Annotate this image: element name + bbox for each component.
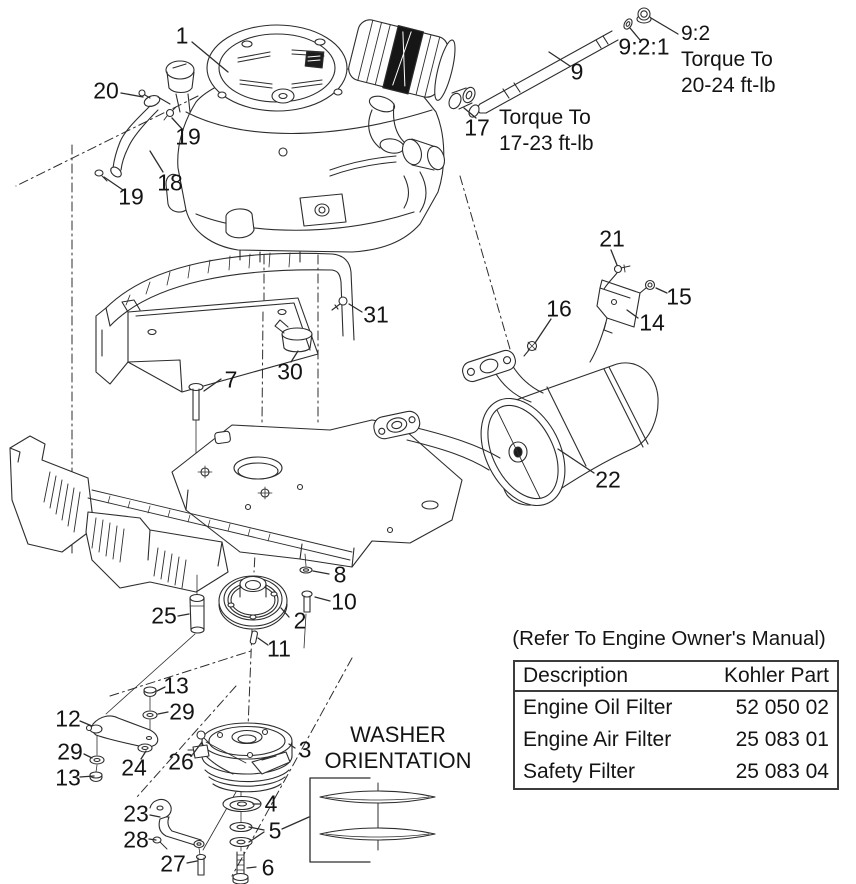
callout-16: 16 [546,295,572,322]
callout-7: 7 [224,366,238,393]
callout-22: 22 [595,466,621,493]
washer-orientation-line2: ORIENTATION [324,748,472,773]
part-number: 25 083 04 [735,760,829,783]
engine-illustration [166,16,459,262]
torque-note-1 [681,21,776,99]
callout-31: 31 [363,301,389,328]
callout-13: 13 [55,764,81,791]
callout-28: 28 [123,826,149,853]
callout-19: 19 [118,183,144,210]
torque-note-2 [499,105,594,157]
callout-14: 14 [639,309,665,336]
kohler-parts-table [513,660,839,790]
part-description: Engine Air Filter [523,728,672,751]
hose-18-illustration [95,90,176,181]
part-description: Engine Oil Filter [523,696,673,719]
callout-1: 1 [175,22,189,49]
callout-21: 21 [599,225,625,252]
callout-15: 15 [666,283,692,310]
washer-orientation-line1: WASHER [350,722,446,747]
callout-17: 17 [464,114,490,141]
washer-orientation-illustration [310,778,435,862]
callout-26: 26 [168,748,194,775]
callout-29: 29 [57,738,83,765]
screw-31-illustration [332,297,347,310]
callout-13: 13 [163,672,189,699]
rod-9-illustration [447,8,651,119]
callout-29: 29 [169,698,195,725]
parts-table-header-part: Kohler Part [701,661,838,691]
callout-30: 30 [277,358,303,385]
parts-table-row [514,724,838,756]
parts-table-row [514,691,838,724]
callout-3: 3 [298,736,312,763]
callout-25: 25 [151,602,177,629]
parts-table-header-description: Description [514,661,701,691]
gasket-bolt-16-illustration [524,342,537,357]
manual-reference-note: (Refer To Engine Owner's Manual) [512,627,826,650]
callout-20: 20 [93,77,119,104]
washer-orientation-title [313,722,483,774]
part-number: 25 083 01 [735,728,829,751]
callout-9: 9 [570,58,584,85]
part-description: Safety Filter [523,760,636,783]
callout-9-2-1: 9:2:1 [618,33,670,60]
torque-note-line: 9:2 [681,22,711,45]
callout-4: 4 [264,790,278,817]
torque-note-line: Torque To [499,106,591,129]
torque-note-line: 17-23 ft-lb [499,132,594,155]
callout-6: 6 [261,854,275,881]
callout-23: 23 [123,800,149,827]
callout-2: 2 [293,607,307,634]
callout-8: 8 [333,561,347,588]
part-number: 52 050 02 [735,696,829,719]
callout-12: 12 [55,705,81,732]
parts-table-row [514,756,838,789]
callout-18: 18 [157,169,183,196]
torque-note-line: 20-24 ft-lb [681,74,776,97]
callout-10: 10 [331,588,357,615]
callout-5: 5 [268,817,282,844]
callout-24: 24 [121,754,147,781]
parts-table-header-row [514,661,838,691]
clip-30-illustration [275,320,312,352]
torque-note-line: Torque To [681,48,773,71]
callout-27: 27 [160,850,186,877]
callout-19: 19 [175,123,201,150]
callout-11: 11 [267,635,291,662]
